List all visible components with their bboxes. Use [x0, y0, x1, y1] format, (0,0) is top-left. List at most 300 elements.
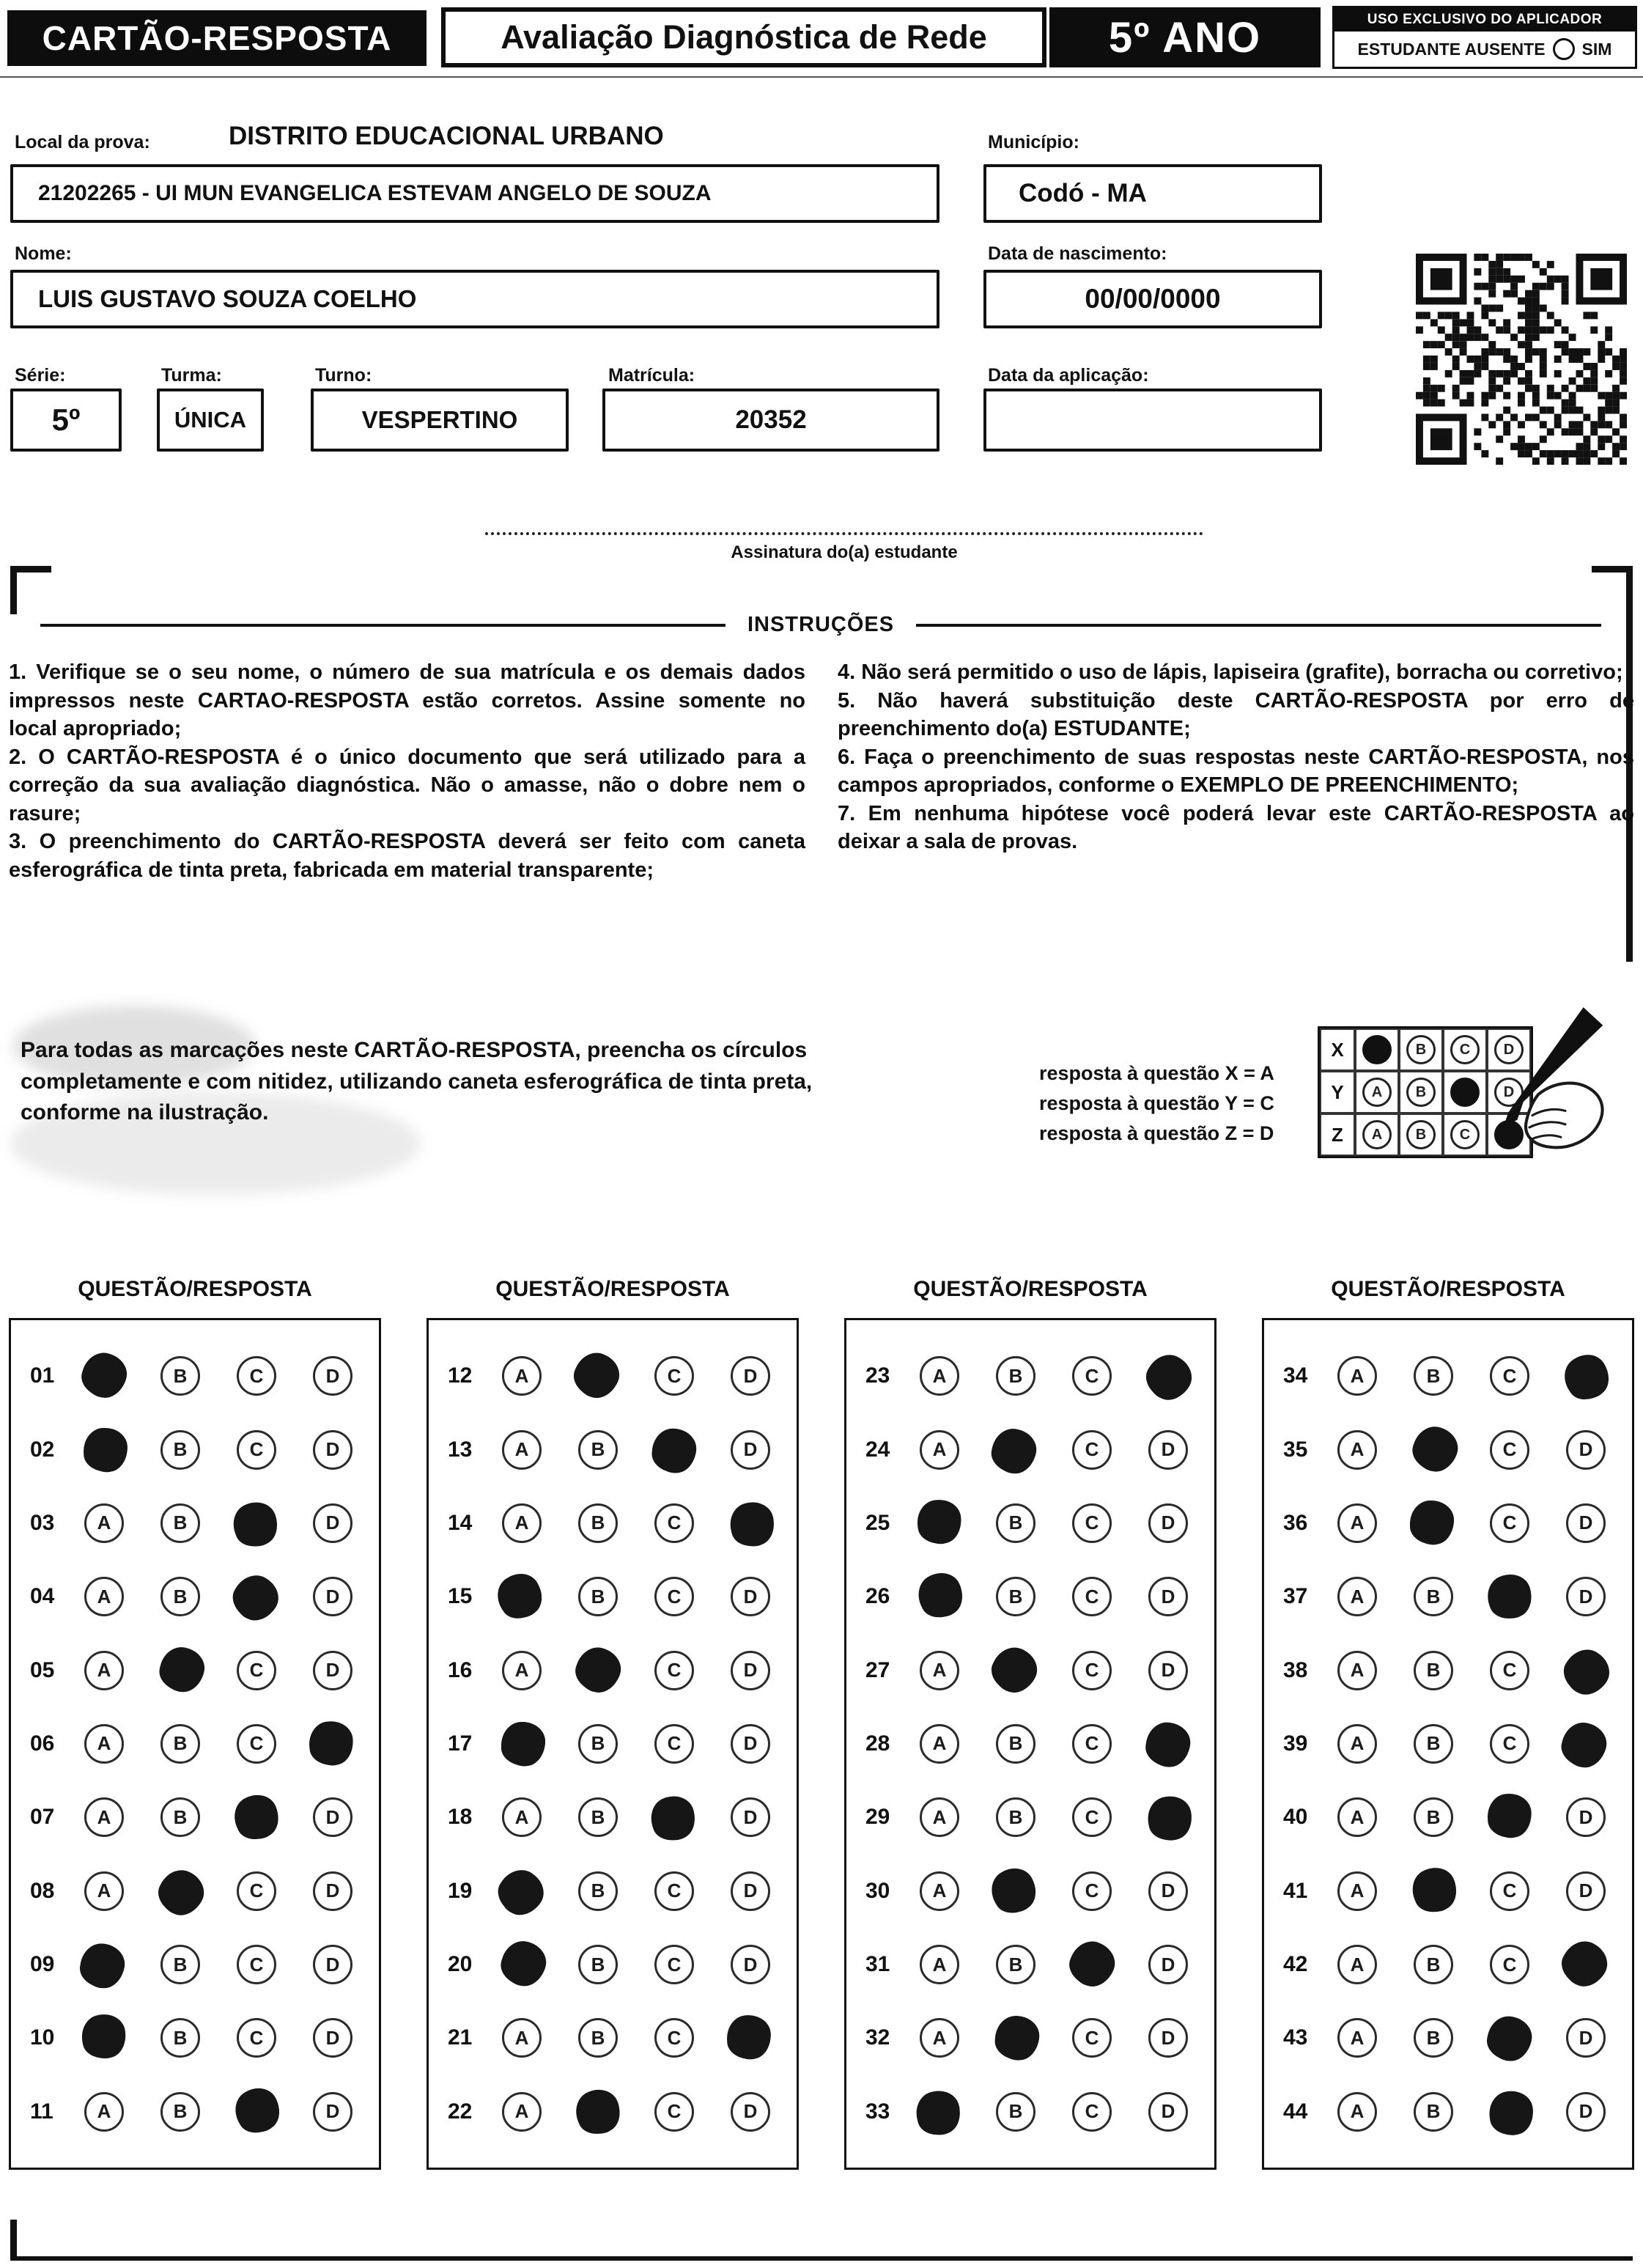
bubble-letter: C	[1085, 1732, 1099, 1755]
question-row	[11, 1430, 379, 1470]
bubble-letter: B	[173, 1585, 188, 1608]
bubble-q11-d[interactable]	[313, 2092, 352, 2132]
bubble-q22-d[interactable]	[731, 2092, 770, 2132]
example-cell	[1399, 1113, 1443, 1156]
bubble-q44-d[interactable]	[1566, 2092, 1606, 2132]
bubble-q18-d[interactable]	[731, 1797, 770, 1837]
bubble-q39-a[interactable]	[1337, 1724, 1377, 1764]
bubble-q43-d[interactable]	[1566, 2018, 1606, 2058]
bubble-q27-c[interactable]	[1072, 1651, 1112, 1690]
bubble-letter: D	[743, 1364, 758, 1387]
school-value: 21202265 - UI MUN EVANGELICA ESTEVAM ANGELO DE SOUZA	[38, 181, 712, 205]
bubble-letter: B	[173, 1364, 188, 1387]
example-legend-line: resposta à questão Z = D	[1039, 1122, 1274, 1144]
bubble-q43-a[interactable]	[1337, 2018, 1377, 2058]
bubble-letter: A	[1350, 1805, 1365, 1828]
question-row	[1264, 1577, 1632, 1616]
bubble-q40-c[interactable]	[1490, 1797, 1529, 1837]
bubble-q34-b[interactable]	[1414, 1356, 1453, 1396]
example-row-label: Y	[1320, 1071, 1355, 1113]
bubble-letter: C	[1085, 1879, 1099, 1902]
matricula-value: 20352	[735, 405, 807, 434]
bubble-q36-a[interactable]	[1337, 1503, 1377, 1543]
bubble-q09-d[interactable]	[313, 1945, 352, 1984]
bubble-q14-d[interactable]	[731, 1503, 770, 1543]
nome-value: LUIS GUSTAVO SOUZA COELHO	[38, 285, 417, 312]
answers-box-4	[1262, 1318, 1634, 2170]
bubble-q38-a[interactable]	[1337, 1651, 1377, 1690]
bubble-letter: D	[1161, 1879, 1175, 1902]
bubble-q11-c[interactable]	[237, 2092, 276, 2132]
bubble-letter: D	[325, 1512, 340, 1534]
bubble-letter: B	[591, 1879, 605, 1902]
bubble-q29-a[interactable]	[920, 1797, 959, 1837]
bubble-q28-b[interactable]	[996, 1724, 1035, 1764]
bubble-q40-a[interactable]	[1337, 1797, 1377, 1837]
bubble-q18-b[interactable]	[578, 1797, 618, 1837]
pen-mark	[1143, 1720, 1193, 1770]
school-box	[10, 164, 939, 223]
example-paragraph: Para todas as marcações neste CARTÃO-RESPOSTA, preencha os círculos completamente e com nitidez, utilizando caneta esferográfica de tinta preta, conforme na ilustração.	[21, 1038, 813, 1125]
bubble-q28-c[interactable]	[1072, 1724, 1112, 1764]
bubble-q44-b[interactable]	[1414, 2092, 1453, 2132]
bubble-q36-b[interactable]	[1414, 1503, 1453, 1543]
example-bubble-z-c[interactable]: C	[1450, 1120, 1480, 1149]
bubble-letter: A	[932, 2026, 947, 2049]
bubble-q20-b[interactable]	[578, 1945, 618, 1984]
bubble-q03-d[interactable]	[313, 1503, 352, 1543]
example-bubble-y-b[interactable]: B	[1406, 1078, 1436, 1107]
question-row	[846, 1724, 1214, 1764]
bubble-q04-c[interactable]	[237, 1577, 276, 1616]
answer-bubbles	[84, 1945, 352, 1984]
bubble-q17-b[interactable]	[578, 1724, 618, 1764]
bubble-q17-a[interactable]	[502, 1724, 542, 1764]
bubble-q09-a[interactable]	[84, 1945, 124, 1984]
bubble-letter: C	[667, 1585, 682, 1608]
bubble-q12-b[interactable]	[578, 1356, 618, 1396]
bubble-q01-d[interactable]	[313, 1356, 352, 1396]
bubble-q37-b[interactable]	[1414, 1577, 1453, 1616]
bubble-letter: A	[932, 1805, 947, 1828]
bubble-q26-a[interactable]	[920, 1577, 959, 1616]
bubble-letter: B	[173, 1805, 188, 1828]
bubble-q30-a[interactable]	[920, 1871, 959, 1911]
estudante-ausente-bubble[interactable]	[1553, 38, 1575, 60]
bubble-q19-b[interactable]	[578, 1871, 618, 1911]
bubble-q13-a[interactable]	[502, 1430, 542, 1470]
bubble-q15-b[interactable]	[578, 1577, 618, 1616]
bubble-q15-d[interactable]	[731, 1577, 770, 1616]
bubble-q14-c[interactable]	[654, 1503, 694, 1543]
question-number: 28	[865, 1731, 890, 1756]
bubble-letter: D	[1579, 1512, 1593, 1534]
question-row	[11, 1724, 379, 1764]
bubble-q16-d[interactable]	[731, 1651, 770, 1690]
bubble-q08-a[interactable]	[84, 1871, 124, 1911]
bubble-q20-a[interactable]	[502, 1945, 542, 1984]
bubble-q33-a[interactable]	[920, 2092, 959, 2132]
bubble-q08-c[interactable]	[237, 1871, 276, 1911]
bubble-letter: A	[1350, 2026, 1365, 2049]
question-number: 01	[30, 1363, 55, 1388]
bubble-q44-c[interactable]	[1490, 2092, 1529, 2132]
bubble-letter: A	[97, 1512, 111, 1534]
registration-mark-top-left	[10, 566, 51, 614]
bubble-q30-d[interactable]	[1148, 1871, 1188, 1911]
bubble-q07-c[interactable]	[237, 1797, 276, 1837]
question-row	[429, 2018, 797, 2058]
bubble-q32-a[interactable]	[920, 2018, 959, 2058]
pen-mark	[77, 1348, 132, 1403]
bubble-q10-b[interactable]	[160, 2018, 200, 2058]
pen-mark	[1486, 2088, 1536, 2138]
bubble-q01-b[interactable]	[160, 1356, 200, 1396]
bubble-q03-b[interactable]	[160, 1503, 200, 1543]
pen-mark	[227, 2080, 287, 2140]
answers-header-4: QUESTÃO/RESPOSTA	[1331, 1277, 1565, 1301]
bubble-q19-d[interactable]	[731, 1871, 770, 1911]
bubble-letter: D	[743, 1438, 758, 1461]
bubble-q26-d[interactable]	[1148, 1577, 1188, 1616]
matricula-box	[602, 389, 939, 452]
bubble-q06-b[interactable]	[160, 1724, 200, 1764]
bubble-q35-d[interactable]	[1566, 1430, 1606, 1470]
bubble-q22-a[interactable]	[502, 2092, 542, 2132]
bubble-q31-a[interactable]	[920, 1945, 959, 1984]
bubble-q03-c[interactable]	[237, 1503, 276, 1543]
bubble-q25-c[interactable]	[1072, 1503, 1112, 1543]
bubble-q37-d[interactable]	[1566, 1577, 1606, 1616]
bubble-letter: C	[1085, 2100, 1099, 2123]
bubble-q22-b[interactable]	[578, 2092, 618, 2132]
bubble-q25-a[interactable]	[920, 1503, 959, 1543]
bubble-q15-c[interactable]	[654, 1577, 694, 1616]
pen-mark	[912, 2086, 965, 2140]
bubble-q02-a[interactable]	[84, 1430, 124, 1470]
bubble-q29-b[interactable]	[996, 1797, 1035, 1837]
bubble-q30-c[interactable]	[1072, 1871, 1112, 1911]
answer-bubbles	[1337, 1945, 1606, 1984]
example-bubble-x-c[interactable]: C	[1450, 1035, 1480, 1064]
answer-bubbles	[502, 1430, 770, 1470]
bubble-q12-c[interactable]	[654, 1356, 694, 1396]
bubble-letter: A	[932, 1879, 947, 1902]
bubble-q07-d[interactable]	[313, 1797, 352, 1837]
bubble-q29-c[interactable]	[1072, 1797, 1112, 1837]
bubble-q39-d[interactable]	[1566, 1724, 1606, 1764]
bubble-q24-a[interactable]	[920, 1430, 959, 1470]
bubble-q02-c[interactable]	[237, 1430, 276, 1470]
bubble-q29-d[interactable]	[1148, 1797, 1188, 1837]
bubble-q23-b[interactable]	[996, 1356, 1035, 1396]
bubble-q10-c[interactable]	[237, 2018, 276, 2058]
bubble-q05-a[interactable]	[84, 1651, 124, 1690]
bubble-q15-a[interactable]	[502, 1577, 542, 1616]
bubble-q24-b[interactable]	[996, 1430, 1035, 1470]
bubble-q41-b[interactable]	[1414, 1871, 1453, 1911]
bubble-letter: C	[667, 2026, 682, 2049]
bubble-q39-b[interactable]	[1414, 1724, 1453, 1764]
bubble-q33-c[interactable]	[1072, 2092, 1112, 2132]
bubble-q28-d[interactable]	[1148, 1724, 1188, 1764]
bubble-q11-a[interactable]	[84, 2092, 124, 2132]
answer-bubbles	[502, 1871, 770, 1911]
bubble-q17-c[interactable]	[654, 1724, 694, 1764]
bubble-q27-b[interactable]	[996, 1651, 1035, 1690]
bubble-q20-c[interactable]	[654, 1945, 694, 1984]
example-bubble-x-d[interactable]: D	[1494, 1035, 1524, 1064]
bubble-letter: A	[1350, 1953, 1365, 1976]
bubble-q08-b[interactable]	[160, 1871, 200, 1911]
exam-title: Avaliação Diagnóstica de Rede	[441, 7, 1046, 67]
nome-label: Nome:	[15, 243, 72, 264]
bubble-letter: A	[514, 1364, 529, 1387]
bubble-letter: C	[1502, 1953, 1517, 1976]
question-row	[1264, 1871, 1632, 1911]
bubble-letter: D	[1579, 1585, 1593, 1608]
bubble-q33-b[interactable]	[996, 2092, 1035, 2132]
question-row	[846, 1577, 1214, 1616]
bubble-q27-d[interactable]	[1148, 1651, 1188, 1690]
bubble-q19-c[interactable]	[654, 1871, 694, 1911]
example-bubble-y-d[interactable]: D	[1494, 1078, 1524, 1107]
bubble-q11-b[interactable]	[160, 2092, 200, 2132]
bubble-q35-c[interactable]	[1490, 1430, 1529, 1470]
bubble-q06-d[interactable]	[313, 1724, 352, 1764]
bubble-letter: A	[1350, 1879, 1365, 1902]
registration-mark-bottom	[10, 2220, 1633, 2261]
bubble-q20-d[interactable]	[731, 1945, 770, 1984]
question-number: 37	[1283, 1584, 1308, 1609]
bubble-q26-c[interactable]	[1072, 1577, 1112, 1616]
bubble-q07-a[interactable]	[84, 1797, 124, 1837]
bubble-q23-a[interactable]	[920, 1356, 959, 1396]
bubble-q25-b[interactable]	[996, 1503, 1035, 1543]
bubble-q21-b[interactable]	[578, 2018, 618, 2058]
bubble-q32-c[interactable]	[1072, 2018, 1112, 2058]
example-cell	[1355, 1028, 1399, 1071]
bubble-q03-a[interactable]	[84, 1503, 124, 1543]
turno-box	[311, 389, 569, 452]
bubble-q26-b[interactable]	[996, 1577, 1035, 1616]
bubble-q17-d[interactable]	[731, 1724, 770, 1764]
example-cell	[1355, 1071, 1399, 1113]
bubble-q05-b[interactable]	[160, 1651, 200, 1690]
bubble-letter: C	[1502, 1512, 1517, 1534]
answer-bubbles	[84, 1651, 352, 1690]
answer-bubbles	[1337, 1871, 1606, 1911]
bubble-q42-c[interactable]	[1490, 1945, 1529, 1984]
bubble-letter: B	[591, 1438, 605, 1461]
bubble-q40-d[interactable]	[1566, 1797, 1606, 1837]
pen-mark	[83, 1426, 128, 1472]
answer-bubbles	[84, 1430, 352, 1470]
bubble-q27-a[interactable]	[920, 1651, 959, 1690]
bubble-q22-c[interactable]	[654, 2092, 694, 2132]
bubble-q14-a[interactable]	[502, 1503, 542, 1543]
bubble-q33-d[interactable]	[1148, 2092, 1188, 2132]
question-row	[429, 1724, 797, 1764]
bubble-q38-b[interactable]	[1414, 1651, 1453, 1690]
bubble-q04-a[interactable]	[84, 1577, 124, 1616]
bubble-q42-a[interactable]	[1337, 1945, 1377, 1984]
question-number: 40	[1283, 1805, 1308, 1830]
bubble-q23-c[interactable]	[1072, 1356, 1112, 1396]
bubble-letter: C	[1085, 1438, 1099, 1461]
question-number: 26	[865, 1584, 890, 1609]
question-row	[429, 1945, 797, 1984]
instructions-rule-right	[916, 624, 1601, 627]
bubble-q01-a[interactable]	[84, 1356, 124, 1396]
bubble-q37-a[interactable]	[1337, 1577, 1377, 1616]
bubble-q39-c[interactable]	[1490, 1724, 1529, 1764]
bubble-letter: A	[1350, 1438, 1365, 1461]
answer-bubbles	[1337, 1651, 1606, 1690]
bubble-letter: C	[1502, 1364, 1517, 1387]
bubble-q08-d[interactable]	[313, 1871, 352, 1911]
bubble-q02-b[interactable]	[160, 1430, 200, 1470]
bubble-q23-d[interactable]	[1148, 1356, 1188, 1396]
bubble-q30-b[interactable]	[996, 1871, 1035, 1911]
bubble-q12-a[interactable]	[502, 1356, 542, 1396]
pen-mark	[1556, 1347, 1617, 1407]
bubble-q07-b[interactable]	[160, 1797, 200, 1837]
bubble-q32-b[interactable]	[996, 2018, 1035, 2058]
bubble-letter: B	[591, 1805, 605, 1828]
question-number: 07	[30, 1805, 55, 1830]
bubble-q18-c[interactable]	[654, 1797, 694, 1837]
question-number: 06	[30, 1731, 55, 1756]
question-number: 34	[1283, 1363, 1308, 1388]
bubble-q05-c[interactable]	[237, 1651, 276, 1690]
absent-label: ESTUDANTE AUSENTE	[1357, 39, 1546, 59]
question-number: 18	[448, 1805, 473, 1830]
bubble-letter: C	[249, 1732, 264, 1755]
question-number: 35	[1283, 1437, 1308, 1462]
bubble-q12-d[interactable]	[731, 1356, 770, 1396]
example-legend-line: resposta à questão X = A	[1039, 1062, 1274, 1084]
bubble-letter: C	[667, 1953, 682, 1976]
bubble-q34-d[interactable]	[1566, 1356, 1606, 1396]
bubble-q44-a[interactable]	[1337, 2092, 1377, 2132]
bubble-q01-c[interactable]	[237, 1356, 276, 1396]
bubble-q06-a[interactable]	[84, 1724, 124, 1764]
question-row	[846, 1430, 1214, 1470]
bubble-q43-b[interactable]	[1414, 2018, 1453, 2058]
bubble-q02-d[interactable]	[313, 1430, 352, 1470]
bubble-q05-d[interactable]	[313, 1651, 352, 1690]
bubble-q38-c[interactable]	[1490, 1651, 1529, 1690]
bubble-q31-b[interactable]	[996, 1945, 1035, 1984]
bubble-q36-d[interactable]	[1566, 1503, 1606, 1543]
example-bubble-z-a[interactable]: A	[1362, 1120, 1392, 1149]
bubble-q09-c[interactable]	[237, 1945, 276, 1984]
aplicacao-box	[983, 389, 1322, 452]
bubble-letter: C	[1502, 1438, 1517, 1461]
bubble-q42-d[interactable]	[1566, 1945, 1606, 1984]
bubble-q16-a[interactable]	[502, 1651, 542, 1690]
signature-label: Assinatura do(a) estudante	[731, 542, 958, 562]
bubble-q04-b[interactable]	[160, 1577, 200, 1616]
bubble-letter: D	[325, 1953, 340, 1976]
bubble-q40-b[interactable]	[1414, 1797, 1453, 1837]
bubble-letter: A	[514, 1805, 529, 1828]
bubble-letter: A	[514, 2100, 529, 2123]
bubble-q32-d[interactable]	[1148, 2018, 1188, 2058]
answer-bubbles	[1337, 2018, 1606, 2058]
question-row	[1264, 1945, 1632, 1984]
question-number: 25	[865, 1510, 890, 1535]
example-bubble-x-b[interactable]: B	[1406, 1035, 1436, 1064]
example-bubble-z-b[interactable]: B	[1406, 1120, 1436, 1149]
bubble-q42-b[interactable]	[1414, 1945, 1453, 1984]
turno-label: Turno:	[315, 365, 372, 386]
instructions-columns	[9, 658, 1634, 885]
bubble-q14-b[interactable]	[578, 1503, 618, 1543]
bubble-q10-d[interactable]	[313, 2018, 352, 2058]
bubble-q13-c[interactable]	[654, 1430, 694, 1470]
bubble-q13-b[interactable]	[578, 1430, 618, 1470]
bubble-q24-c[interactable]	[1072, 1430, 1112, 1470]
bubble-q31-c[interactable]	[1072, 1945, 1112, 1984]
bubble-q41-c[interactable]	[1490, 1871, 1529, 1911]
bubble-q43-c[interactable]	[1490, 2018, 1529, 2058]
bubble-q35-a[interactable]	[1337, 1430, 1377, 1470]
bubble-q16-c[interactable]	[654, 1651, 694, 1690]
serie-label: Série:	[15, 365, 66, 386]
bubble-q04-d[interactable]	[313, 1577, 352, 1616]
bubble-q25-d[interactable]	[1148, 1503, 1188, 1543]
bubble-q21-d[interactable]	[731, 2018, 770, 2058]
bubble-q10-a[interactable]	[84, 2018, 124, 2058]
bubble-letter: A	[1350, 1512, 1365, 1534]
example-bubble-y-a[interactable]: A	[1362, 1078, 1392, 1107]
bubble-q28-a[interactable]	[920, 1724, 959, 1764]
bubble-q38-d[interactable]	[1566, 1651, 1606, 1690]
bubble-q34-a[interactable]	[1337, 1356, 1377, 1396]
bubble-q31-d[interactable]	[1148, 1945, 1188, 1984]
bubble-q06-c[interactable]	[237, 1724, 276, 1764]
answer-bubbles	[84, 2018, 352, 2058]
example-bubble-x-a[interactable]	[1362, 1035, 1392, 1064]
answer-bubbles	[1337, 1356, 1606, 1396]
bubble-q24-d[interactable]	[1148, 1430, 1188, 1470]
bubble-q36-c[interactable]	[1490, 1503, 1529, 1543]
bubble-q37-c[interactable]	[1490, 1577, 1529, 1616]
bubble-q13-d[interactable]	[731, 1430, 770, 1470]
turma-value: ÚNICA	[174, 407, 247, 432]
bubble-q35-b[interactable]	[1414, 1430, 1453, 1470]
bubble-q34-c[interactable]	[1490, 1356, 1529, 1396]
bubble-letter: C	[249, 2026, 264, 2049]
bubble-letter: D	[325, 1438, 340, 1461]
question-number: 43	[1283, 2025, 1308, 2050]
bubble-q16-b[interactable]	[578, 1651, 618, 1690]
bubble-q21-a[interactable]	[502, 2018, 542, 2058]
question-number: 14	[448, 1510, 473, 1535]
bubble-q41-d[interactable]	[1566, 1871, 1606, 1911]
bubble-q41-a[interactable]	[1337, 1871, 1377, 1911]
bubble-q18-a[interactable]	[502, 1797, 542, 1837]
question-row	[846, 1797, 1214, 1837]
bubble-q09-b[interactable]	[160, 1945, 200, 1984]
bubble-q19-a[interactable]	[502, 1871, 542, 1911]
bubble-q21-c[interactable]	[654, 2018, 694, 2058]
question-row	[1264, 2092, 1632, 2132]
pen-mark	[77, 1940, 128, 1991]
question-row	[1264, 1503, 1632, 1543]
